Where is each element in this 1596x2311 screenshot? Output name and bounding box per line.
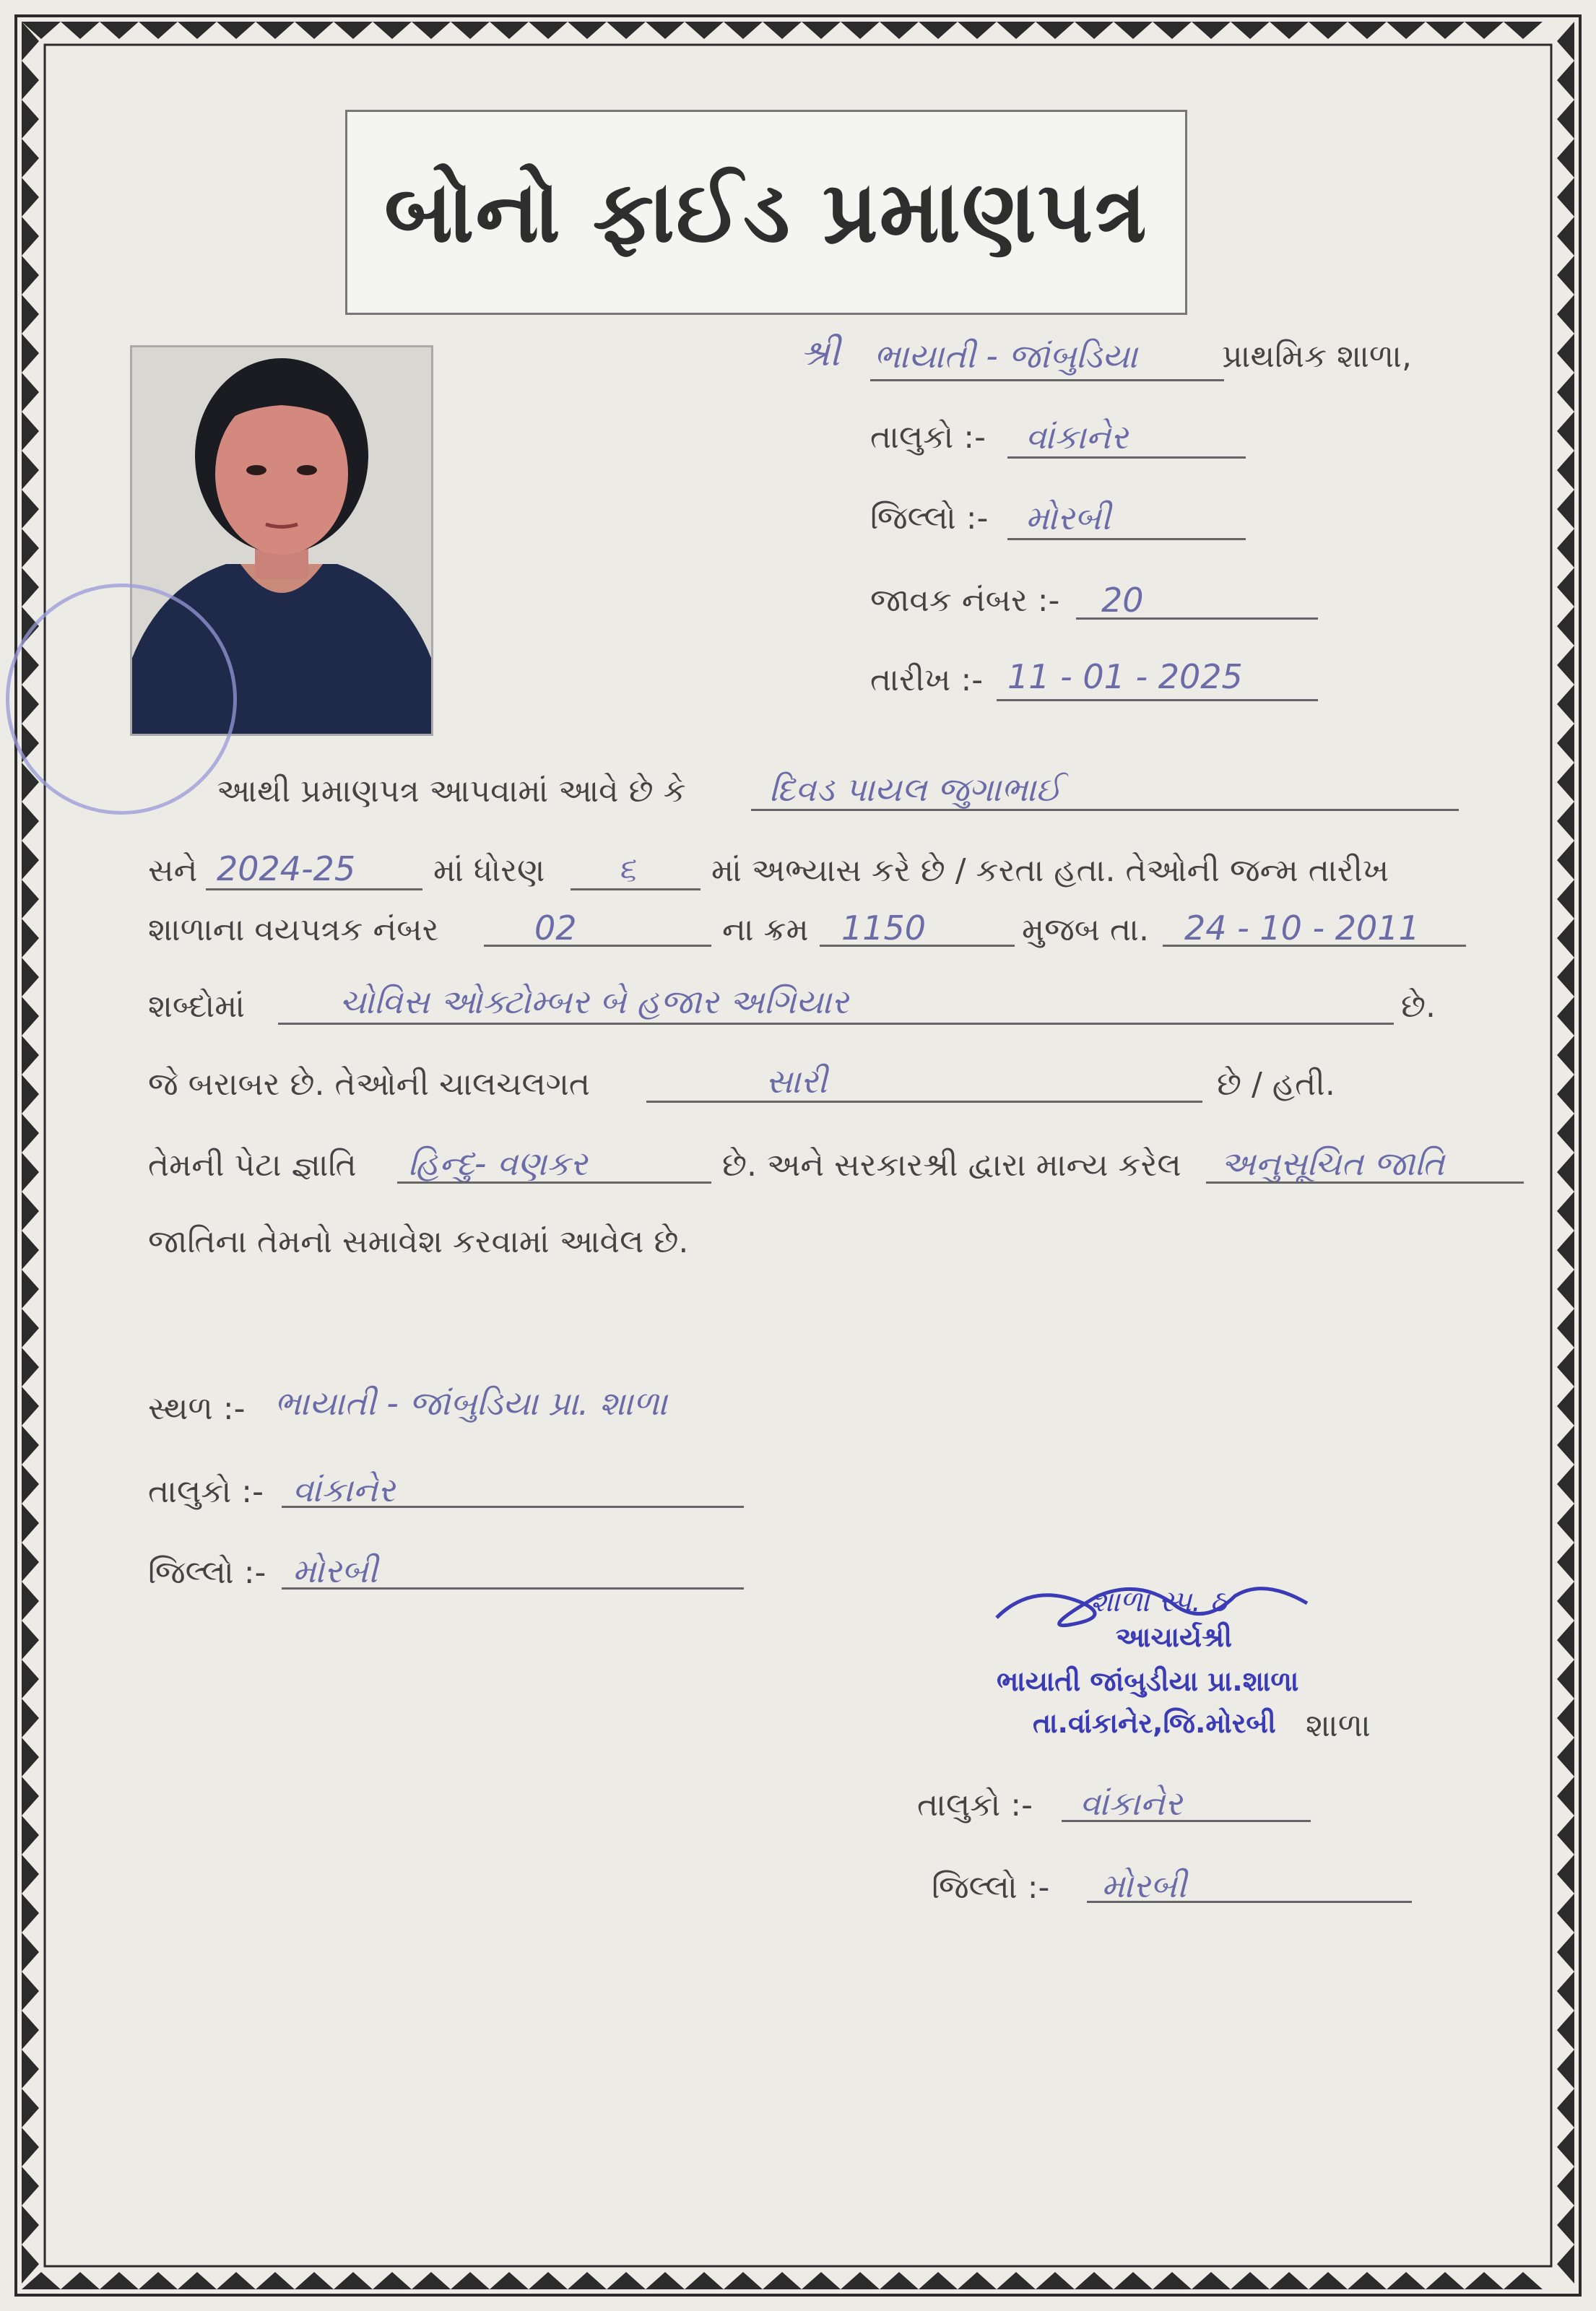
header-district-line (1007, 538, 1246, 540)
header-date-line (997, 699, 1318, 701)
caste-value: હિન્દુ- વણકર (408, 1144, 588, 1183)
conduct-value: સારી (766, 1062, 828, 1101)
header-outward-label: જાવક નંબર :- (870, 582, 1060, 619)
header-district-value: મોરબી (1025, 498, 1111, 537)
study-label: માં અભ્યાસ કરે છે / કરતા હતા. તેઓની જન્મ તારીખ (711, 852, 1389, 889)
register-label: શાળાના વયપત્રક નંબર (148, 911, 439, 948)
sign-taluka-value: વાંકાનેર (1080, 1784, 1182, 1823)
year-label: સને (148, 852, 198, 889)
header-date-value: 11 - 01 - 2025 (1007, 657, 1243, 696)
register-value: 02 (534, 909, 577, 948)
footer-district-line (282, 1587, 744, 1590)
student-name-line (751, 809, 1459, 811)
category-value: અનુસૂચિત જાતિ (1220, 1144, 1445, 1183)
title-box (345, 110, 1187, 315)
sign-district-line (1087, 1901, 1412, 1903)
header-school-suffix: પ્રાથમિક શાળા, (1222, 338, 1412, 375)
header-district-label: જિલ્લો :- (870, 500, 989, 537)
student-name-value: દિવડ પાયલ જુગાભાઈ (769, 770, 1062, 809)
stamp-line1: ભાયાતી જાંબુડીયા પ્રા.શાળા (997, 1665, 1299, 1697)
caste-line (397, 1181, 711, 1184)
sign-district-label: જિલ્લો :- (932, 1869, 1050, 1906)
header-school-name: ભાયાતી - જાંબુડિયા (874, 337, 1137, 376)
conduct-line (646, 1101, 1202, 1103)
signature-text: શાળા સ્પ. ઠ (1090, 1585, 1227, 1618)
body-intro-label: આથી પ્રમાણપત્ર આપવામાં આવે છે કે (217, 773, 686, 810)
serial-line (820, 945, 1015, 947)
dob-line (1163, 945, 1466, 947)
dob-label: મુજબ તા. (1022, 911, 1149, 948)
category-line (1206, 1181, 1524, 1184)
serial-value: 1150 (841, 909, 927, 948)
serial-label: ના ક્રમ (722, 911, 809, 948)
std-value: ૬ (617, 849, 636, 888)
conduct-label: જે બરાબર છે. તેઓની ચાલચલગત (148, 1066, 591, 1103)
footer-district-value: મોરબી (292, 1551, 378, 1590)
words-end: છે. (1401, 988, 1436, 1025)
school-stamp-circle (6, 584, 237, 815)
sign-district-value: મોરબી (1101, 1866, 1187, 1905)
header-outward-line (1076, 617, 1318, 620)
words-label: શબ્દોમાં (148, 988, 246, 1025)
shri-label: શ્રી (800, 332, 841, 374)
words-value: ચોવિસ ઓક્ટોમ્બર બે હજાર અગિયાર (339, 982, 849, 1021)
std-line (571, 888, 701, 890)
header-date-label: તારીખ :- (870, 662, 984, 698)
register-line (484, 945, 711, 947)
caste-label: તેમની પેટા જ્ઞાતિ (148, 1147, 357, 1184)
sign-taluka-label: તાલુકો :- (917, 1787, 1033, 1824)
footer-district-label: જિલ્લો :- (148, 1554, 266, 1591)
footer-taluka-value: વાંકાનેર (292, 1470, 395, 1509)
header-taluka-value: વાંકાનેર (1025, 417, 1128, 456)
signature-school-suffix: શાળા (1306, 1707, 1371, 1744)
conduct-end: છે / હતી. (1217, 1066, 1335, 1103)
body-last-line: જાતિના તેમનો સમાવેશ કરવામાં આવેલ છે. (148, 1223, 689, 1260)
year-line (206, 888, 422, 890)
header-taluka-label: તાલુકો :- (870, 419, 986, 456)
sign-taluka-line (1062, 1820, 1311, 1822)
words-line (278, 1023, 1394, 1025)
principal-label: આચાર્યશ્રી (1116, 1621, 1233, 1653)
page-title: બોનો ફાઈડ પ્રમાણપત્ર (384, 162, 1148, 261)
footer-taluka-line (282, 1506, 744, 1508)
place-label: સ્થળ :- (148, 1390, 246, 1427)
place-value: ભાયાતી - જાંબુડિયા પ્રા. શાળા (274, 1384, 667, 1423)
dob-value: 24 - 10 - 2011 (1184, 909, 1420, 948)
govt-label: છે. અને સરકારશ્રી દ્વારા માન્ય કરેલ (722, 1147, 1181, 1184)
std-label: માં ધોરણ (433, 852, 545, 889)
year-value: 2024-25 (217, 849, 356, 888)
header-outward-value: 20 (1101, 581, 1144, 620)
header-taluka-line (1007, 456, 1246, 459)
header-school-line (870, 379, 1224, 381)
footer-taluka-label: તાલુકો :- (148, 1473, 264, 1510)
stamp-line2: તા.વાંકાનેર,જિ.મોરબી (1033, 1707, 1276, 1739)
